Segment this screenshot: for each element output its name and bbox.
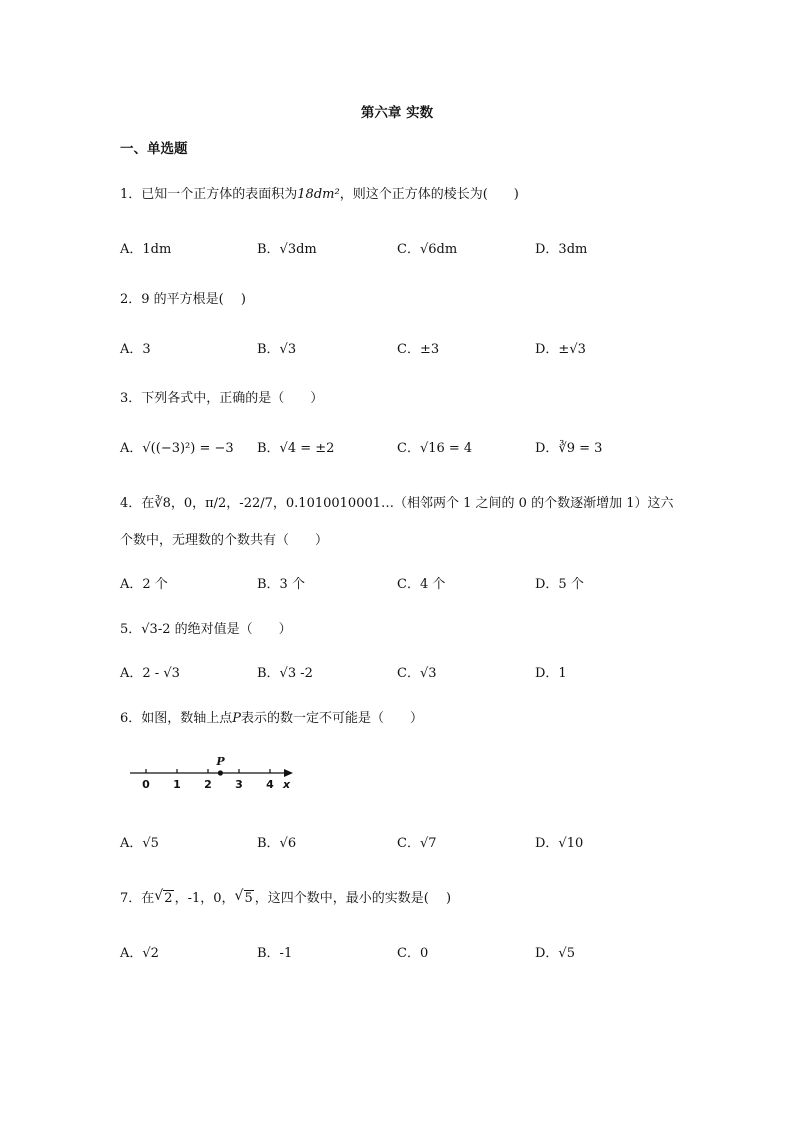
number-line-arrow (284, 769, 293, 777)
q1-option-c[interactable]: C．√6dm (397, 242, 458, 257)
q4-option-c[interactable]: C．4 个 (397, 577, 446, 592)
question-7-text-c: ，这四个数中，最小的实数是( ) (254, 891, 452, 906)
number-line-point-label: P (216, 755, 225, 768)
question-1-text-a: 1．已知一个正方体的表面积为 (120, 187, 298, 202)
number-line-point (218, 770, 223, 775)
q5-option-b[interactable]: B．√3 -2 (257, 666, 313, 681)
question-4-text-a: 4．在 (120, 496, 155, 511)
q2-option-d[interactable]: D．±√3 (535, 342, 586, 357)
question-7-text-a: 7．在 (120, 891, 155, 906)
q2-option-a[interactable]: A．3 (120, 342, 151, 357)
q3-option-d[interactable]: D．∛9 = 3 (535, 441, 603, 456)
question-7 (120, 887, 451, 906)
q7-option-c[interactable]: C．0 (397, 946, 429, 961)
question-6-var: P (232, 711, 242, 726)
q3-option-b[interactable]: B．√4 = ±2 (257, 441, 335, 456)
q1-option-a[interactable]: A．1dm (120, 242, 172, 257)
q5-option-d[interactable]: D．1 (535, 666, 567, 681)
question-4-line-2: 个数中，无理数的个数共有（ ） (120, 533, 329, 548)
question-5: 5．√3-2 的绝对值是（ ） (120, 622, 292, 637)
q2-option-c[interactable]: C．±3 (397, 342, 440, 357)
q4-option-a[interactable]: A．2 个 (120, 577, 168, 592)
number-line-figure (125, 752, 300, 794)
question-4-text-b: ，0.1010010001…（相邻两个 1 之间的 0 的个数逐渐增加 1）这六 (272, 496, 674, 511)
q4-option-d[interactable]: D．5 个 (535, 577, 584, 592)
number-line-tick-label: 2 (204, 778, 212, 791)
q7-option-b[interactable]: B．-1 (257, 946, 293, 961)
number-line-axis-label: x (283, 778, 291, 791)
page-title: 第六章 实数 (360, 105, 434, 121)
number-line-tick-label: 4 (266, 778, 274, 791)
q3-option-c[interactable]: C．√16 = 4 (397, 441, 473, 456)
question-4-items: ∛8，0，π/2，-22/7 (154, 496, 273, 511)
number-line-tick-label: 3 (235, 778, 243, 791)
question-7-sqrt-5: √ 5 (234, 888, 253, 906)
number-line-tick-label: 0 (142, 778, 150, 791)
q3-option-a[interactable]: A．√((−3)²) = −3 (120, 441, 234, 456)
q1-option-b[interactable]: B．√3dm (257, 242, 317, 257)
q7-option-a[interactable]: A．√2 (120, 946, 159, 961)
number-line-tick-label: 1 (173, 778, 181, 791)
q5-option-c[interactable]: C．√3 (397, 666, 437, 681)
question-1 (120, 183, 519, 202)
q7-option-d[interactable]: D．√5 (535, 946, 575, 961)
q5-option-a[interactable]: A．2 - √3 (120, 666, 180, 681)
question-1-math: 18dm² (297, 187, 340, 202)
question-1-text-b: ，则这个正方体的棱长为( ) (339, 187, 519, 202)
question-6-text-a: 6．如图，数轴上点 (120, 711, 233, 726)
question-6 (120, 707, 423, 726)
q1-option-d[interactable]: D．3dm (535, 242, 588, 257)
q6-option-c[interactable]: C．√7 (397, 836, 437, 851)
question-2: 2．9 的平方根是( ) (120, 292, 246, 307)
q2-option-b[interactable]: B．√3 (257, 342, 297, 357)
question-4-line-1 (120, 492, 673, 511)
q6-option-b[interactable]: B．√6 (257, 836, 297, 851)
section-heading: 一、单选题 (120, 141, 188, 157)
question-7-sqrt-2: √ 2 (154, 888, 173, 906)
q4-option-b[interactable]: B．3 个 (257, 577, 305, 592)
question-7-text-b: ，-1，0， (174, 891, 235, 906)
q6-option-a[interactable]: A．√5 (120, 836, 159, 851)
question-6-text-b: 表示的数一定不可能是（ ） (241, 711, 424, 726)
q6-option-d[interactable]: D．√10 (535, 836, 584, 851)
question-3: 3．下列各式中，正确的是（ ） (120, 391, 324, 406)
